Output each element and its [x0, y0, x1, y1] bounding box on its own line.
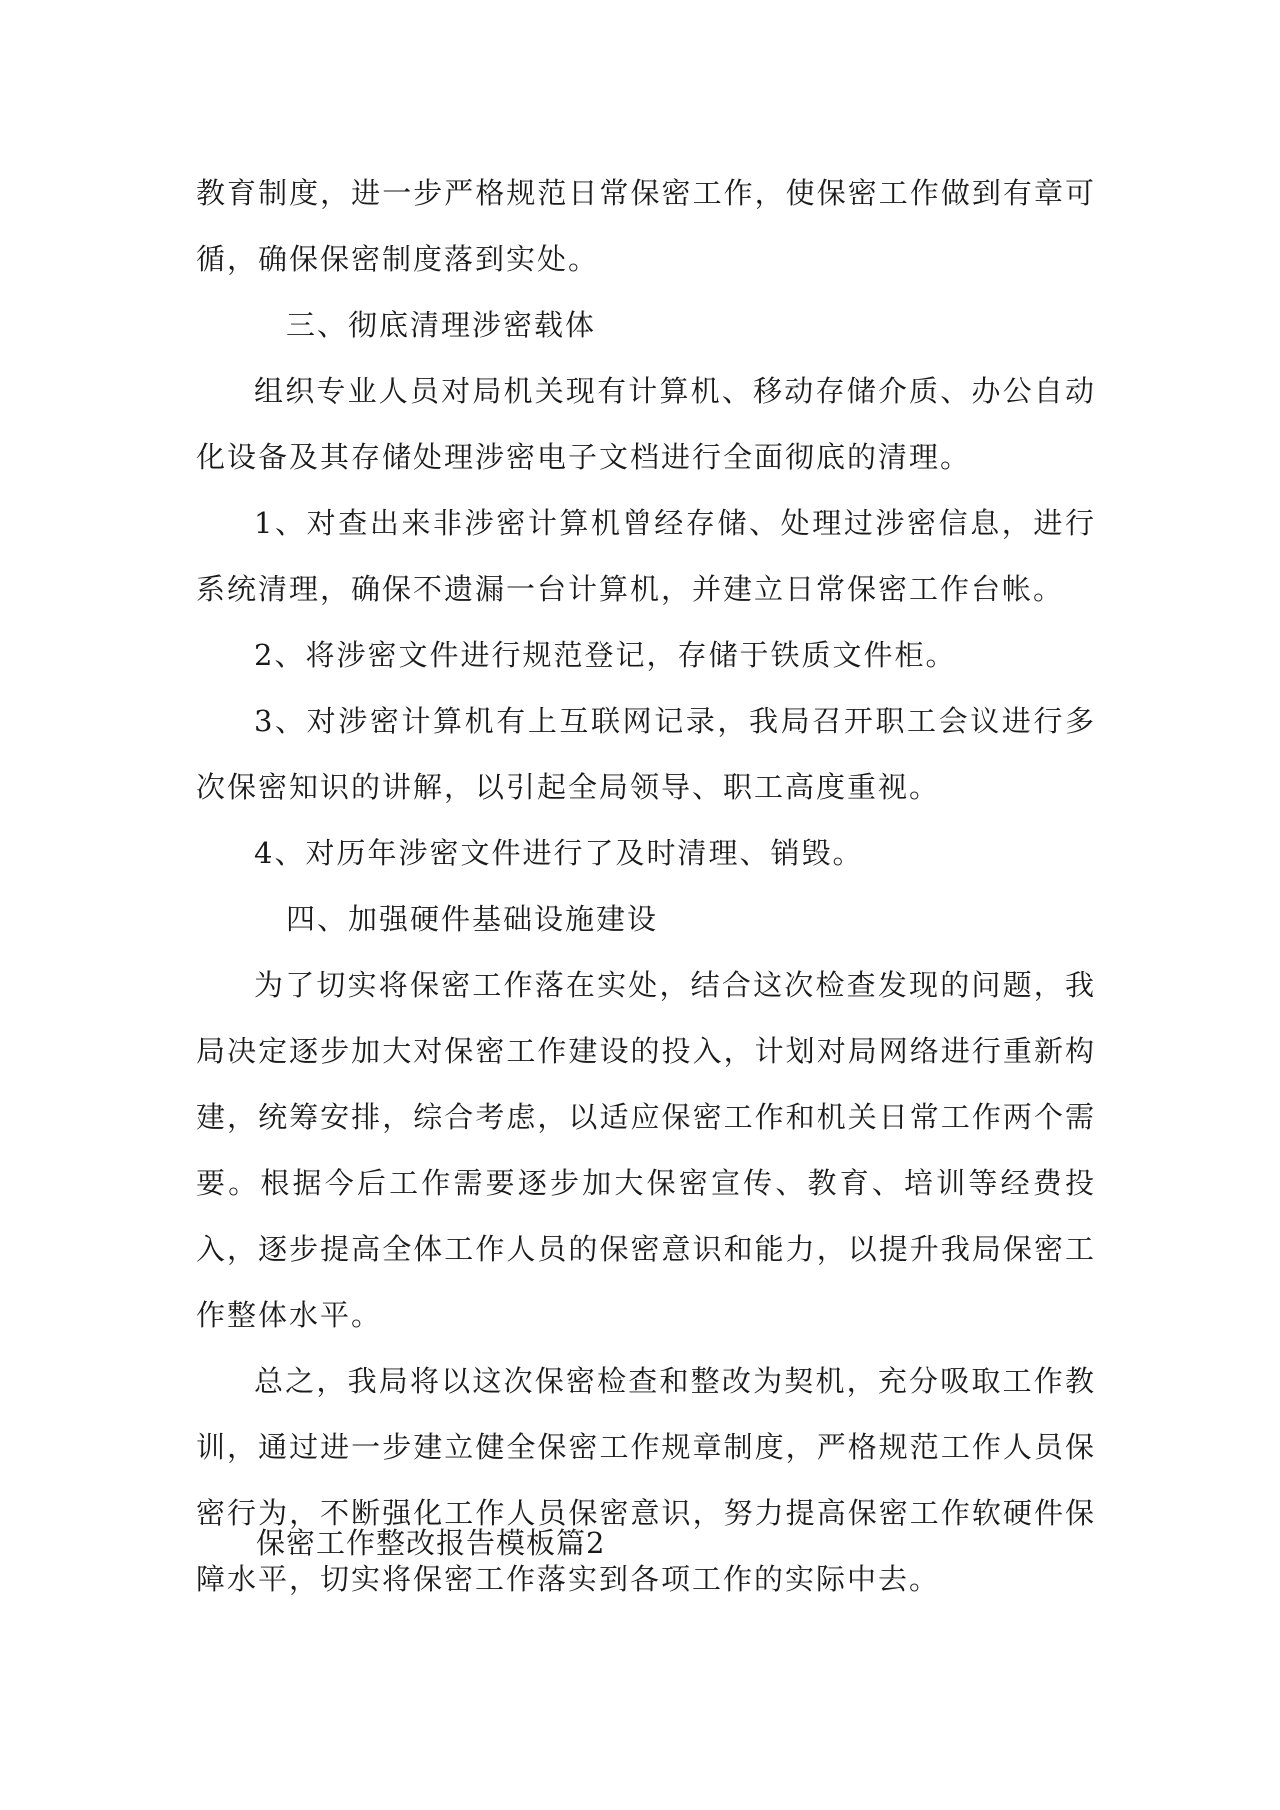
paragraph-continuation: 教育制度，进一步严格规范日常保密工作，使保密工作做到有章可循，确保保密制度落到实处。 — [196, 176, 1096, 276]
list-item-1: 1、对查出来非涉密计算机曾经存储、处理过涉密信息，进行系统清理，确保不遗漏一台计算机，并建立日常保密工作台帐。 — [196, 506, 1096, 606]
list-item-4: 4、对历年涉密文件进行了及时清理、销毁。 — [254, 836, 864, 870]
section-heading-3: 三、彻底清理涉密载体 — [286, 308, 597, 342]
paragraph: 为了切实将保密工作落在实处，结合这次检查发现的问题，我局决定逐步加大对保密工作建设的投入，计划对局网络进行重新构建，统筹安排，综合考虑，以适应保密工作和机关日常工作两个需要。根据今后工作需要逐步加大保密宣传、教育、培训等经费投入，逐步提高全体工作人员的保密意识和能力，以提升我局保密工作整体水平。 — [196, 968, 1096, 1332]
list-item-2: 2、将涉密文件进行规范登记，存储于铁质文件柜。 — [254, 638, 957, 672]
section-heading-4: 四、加强硬件基础设施建设 — [286, 902, 659, 936]
conclusion-paragraph: 总之，我局将以这次保密检查和整改为契机，充分吸取工作教训，通过进一步建立健全保密工作规章制度，严格规范工作人员保密行为，不断强化工作人员保密意识，努力提高保密工作软硬件保障水平，切实将保密工作落实到各项工作的实际中去。 — [196, 1364, 1096, 1596]
list-item-3: 3、对涉密计算机有上互联网记录，我局召开职工会议进行多次保密知识的讲解，以引起全局领导、职工高度重视。 — [196, 704, 1096, 804]
next-report-title: 保密工作整改报告模板篇2 — [256, 1526, 606, 1560]
paragraph: 组织专业人员对局机关现有计算机、移动存储介质、办公自动化设备及其存储处理涉密电子文档进行全面彻底的清理。 — [196, 374, 1096, 474]
document-body — [196, 160, 1096, 1612]
